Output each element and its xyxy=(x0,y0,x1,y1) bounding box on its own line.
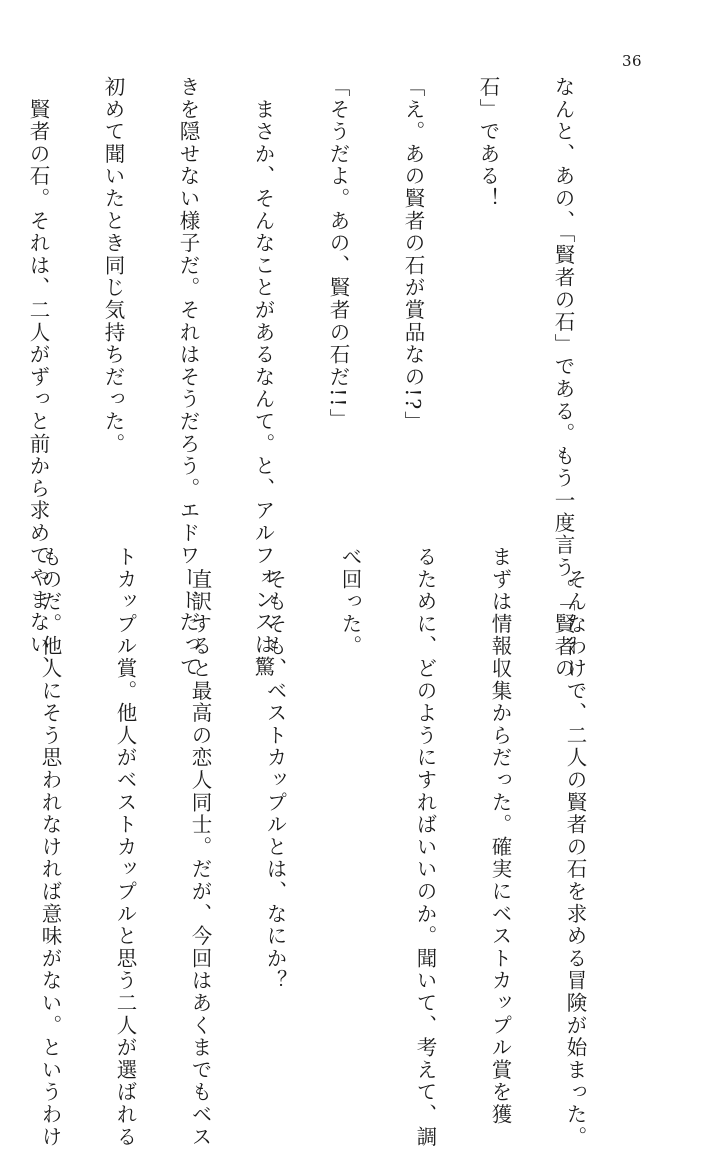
text-line: 初めて聞いたとき同じ気持ちだった。 xyxy=(101,76,125,456)
text-line: 「そうだよ。あの、賢者の石だ!!」 xyxy=(326,76,350,431)
text-line: 「え。あの賢者の石が賞品なの!?」 xyxy=(401,76,425,434)
text-line: そもそも、ベストカップルとは、なにか？ xyxy=(263,546,287,992)
text-line: 直訳すると最高の恋人同士。だが、今回はあくまでもベス xyxy=(188,546,212,1149)
text-line: そんなわけで、二人の賢者の石を求める冒険が始まった。 xyxy=(563,546,587,1149)
text-line: トカップル賞。他人がベストカップルと思う二人が選ばれる xyxy=(113,546,137,1149)
text-line: るために、どのようにすればいいのか。聞いて、考えて、調 xyxy=(413,546,437,1149)
text-line: べ回った。 xyxy=(338,546,362,658)
text-line: 賢者の石。それは、二人がずっと前から求めてやまない、 xyxy=(26,76,50,679)
text-line: まさか、そんなことがあるなんて。と、アルフォンスは驚 xyxy=(251,76,275,679)
text-line: きを隠せない様子だ。それはそうだろう。エドワードだって xyxy=(176,76,200,679)
text-line: なんと、あの、「賢者の石」である。もう一度言う。「賢者の xyxy=(551,76,575,680)
text-line: 石」である！ xyxy=(476,76,500,210)
page-number: 36 xyxy=(622,52,643,70)
text-line: まずは情報収集からだった。確実にベストカップル賞を獲 xyxy=(488,546,512,1126)
lower-text-block xyxy=(0,546,637,1149)
text-line: ものだ。他人にそう思われなければ意味がない。というわけ xyxy=(38,546,62,1149)
